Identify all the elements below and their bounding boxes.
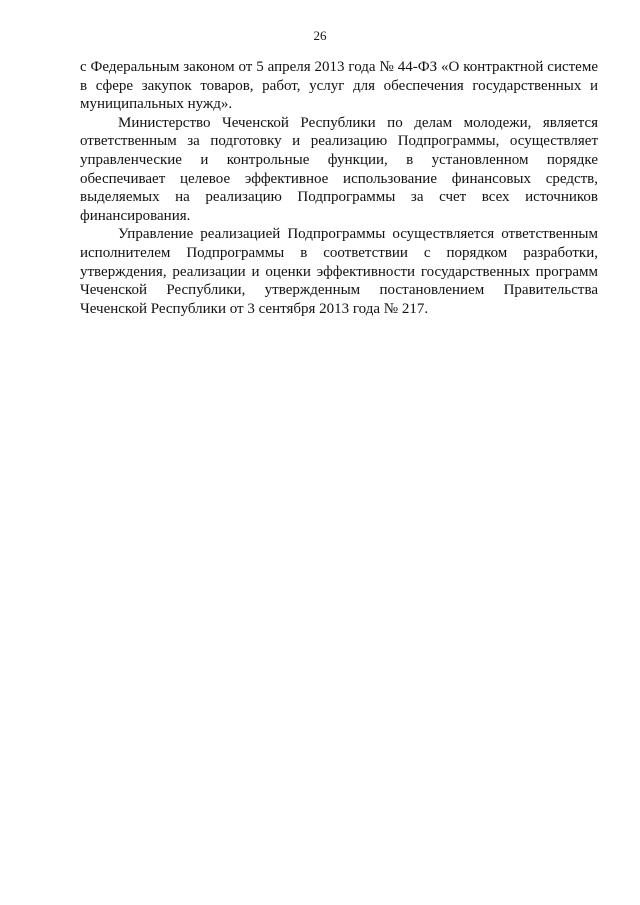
paragraph-program-management: Управление реализацией Подпрограммы осуществляется ответственным исполнителем Подпрограммы в соответствии с порядком разработки, утверждения, реализации и оценки эффективности государственных программ Чеченской Республики, утвержденным постановлением Правительства Чеченской Республики от 3 сентября 2013 года № 217. [80, 226, 598, 317]
paragraph-federal-law: с Федеральным законом от 5 апреля 2013 года № 44-ФЗ «О контрактной системе в сфере закупок товаров, работ, услуг для обеспечения государственных и муниципальных нужд». [80, 59, 598, 113]
document-body [80, 58, 598, 318]
page-number: 26 [313, 28, 327, 43]
paragraph-ministry-responsibility: Министерство Чеченской Республики по делам молодежи, является ответственным за подготовку и реализацию Подпрограммы, осуществляет управленческие и контрольные функции, в установленном порядке обеспечивает целевое эффективное использование финансовых средств, выделяемых на реализацию Подпрограммы за счет всех источников финансирования. [80, 114, 598, 224]
